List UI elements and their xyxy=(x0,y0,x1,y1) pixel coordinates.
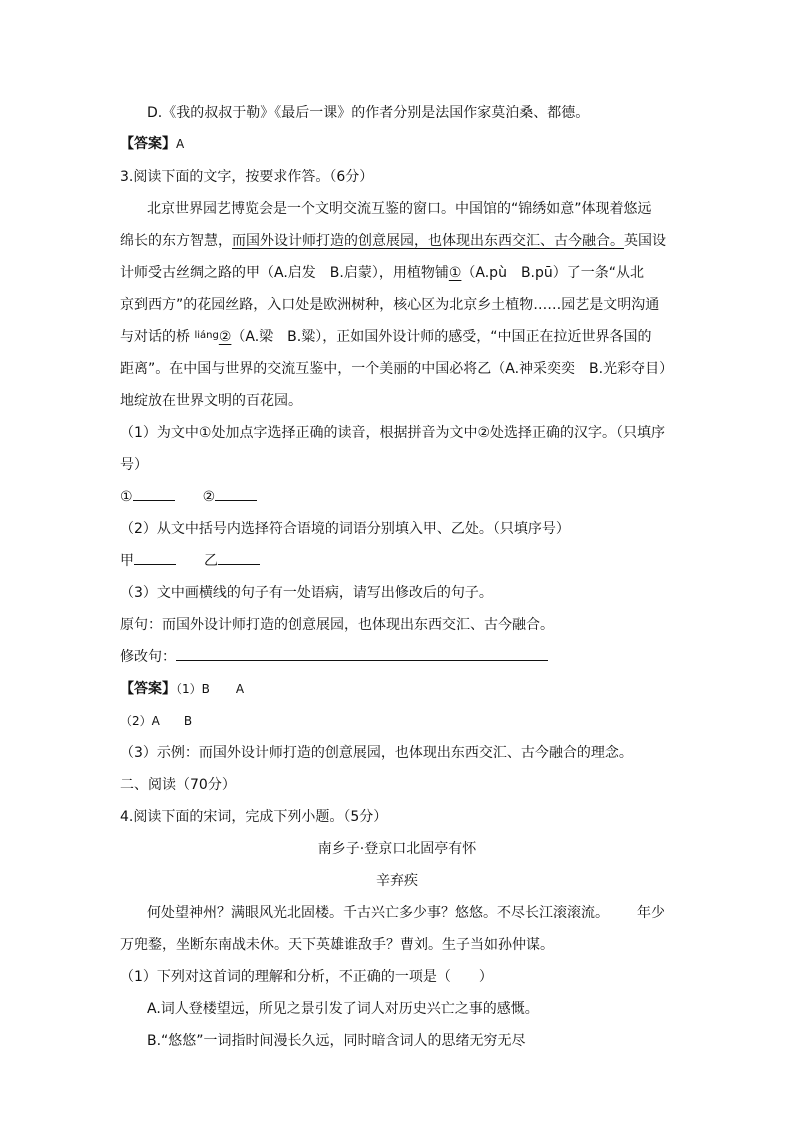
underlined-sentence: 而国外设计师打造的创意展园，也体现出东西交汇、古今融合。 xyxy=(232,233,624,249)
poem-text: 年少 xyxy=(637,905,665,921)
poem-author: 辛弃疾 xyxy=(376,873,418,889)
sub-question-2: （2）从文中括号内选择符合语境的词语分别填入甲、乙处。（只填序号） xyxy=(120,521,570,537)
answer-value: （1）B xyxy=(176,682,210,696)
passage-text: B.启蒙），用植物铺 xyxy=(329,265,449,281)
answer-value: （2）A xyxy=(120,714,160,728)
answer-1 xyxy=(120,135,184,153)
answer-blanks-1 xyxy=(120,488,257,506)
answer-value: A xyxy=(235,682,245,696)
revised-label: 修改句： xyxy=(120,649,176,665)
blank-line xyxy=(133,488,175,501)
passage-text: B.粱），正如国外设计师的感受，“中国正在拉近世界各国的 xyxy=(287,329,652,345)
answer-blanks-2 xyxy=(120,552,260,570)
answer-label: 【答案】 xyxy=(120,681,176,697)
option-b: B.“悠悠”一词指时间漫长久远，同时暗含词人的思绪无穷无尽 xyxy=(147,1033,526,1049)
revised-sentence xyxy=(120,648,548,666)
passage-text: 绵长的东方智慧， xyxy=(120,233,232,249)
blank-label: 乙 xyxy=(204,553,218,569)
poem-line-2: 万兜鍪，坐断东南战未休。天下英雄谁敌手？曹刘。生子当如孙仲谋。 xyxy=(120,937,554,953)
answer-2 xyxy=(120,680,244,698)
blank-label: 甲 xyxy=(120,553,134,569)
blank-mark-2: ② xyxy=(218,329,232,345)
passage-text: 与对话的桥 xyxy=(120,329,195,345)
original-sentence: 原句：而国外设计师打造的创意展园，也体现出东西交汇、古今融合。 xyxy=(120,617,554,633)
poem-text: 何处望神州？满眼风光北固楼。千古兴亡多少事？悠悠。不尽长江滚滚流。 xyxy=(147,905,609,921)
passage-line-2 xyxy=(120,232,666,250)
question-4-sub-1: （1）下列对这首词的理解和分析，不正确的一项是（ ） xyxy=(120,969,493,985)
revised-blank-line xyxy=(176,648,548,661)
passage-line-5 xyxy=(120,328,651,348)
blank-line xyxy=(134,552,176,565)
section-heading: 二、阅读（70分） xyxy=(120,777,236,793)
blank-label: ② xyxy=(202,489,216,505)
passage-line-3 xyxy=(120,264,644,282)
passage-text: B.pū）了一条“从北 xyxy=(520,265,645,281)
passage-text: 英国设 xyxy=(624,233,666,249)
sub-question-3: （3）文中画横线的句子有一处语病，请写出修改后的句子。 xyxy=(120,585,493,601)
answer-value: B xyxy=(183,714,193,728)
pinyin: liáng xyxy=(194,330,219,341)
option-d: D.《我的叔叔于勒》《最后一课》的作者分别是法国作家莫泊桑、都德。 xyxy=(147,105,590,121)
sub-question-1: （1）为文中①处加点字选择正确的读音，根据拼音为文中②处选择正确的汉字。（只填序 xyxy=(120,425,666,441)
passage-text: （A.梁 xyxy=(231,329,274,345)
sub-question-1-cont: 号） xyxy=(120,457,148,473)
passage-line-7: 地绽放在世界文明的百花园。 xyxy=(120,393,302,409)
blank-line xyxy=(215,488,257,501)
blank-mark-1: ① xyxy=(448,265,462,281)
answer-2-line-3: （3）示例：而国外设计师打造的创意展园，也体现出东西交汇、古今融合的理念。 xyxy=(120,745,633,761)
poem-title: 南乡子·登京口北固亭有怀 xyxy=(317,841,477,857)
answer-value: A xyxy=(176,137,185,151)
poem-line-1 xyxy=(147,904,665,922)
passage-text: （A.pù xyxy=(461,265,507,281)
blank-line xyxy=(218,552,260,565)
passage-text: 距离”。在中国与世界的交流互鉴中，一个美丽的中国必将乙（A.神采奕奕 xyxy=(120,361,576,377)
answer-2-line-2 xyxy=(120,712,192,730)
question-4-title: 4.阅读下面的宋词，完成下列小题。（5分） xyxy=(120,809,388,825)
answer-label: 【答案】 xyxy=(120,136,176,152)
passage-line-4: 京到西方”的花园丝路，入口处是欧洲树种，核心区为北京乡土植物……园艺是文明沟通 xyxy=(120,297,660,313)
option-a: A.词人登楼望远，所见之景引发了词人对历史兴亡之事的感慨。 xyxy=(147,1001,539,1017)
question-3-title: 3.阅读下面的文字，按要求作答。（6分） xyxy=(120,169,374,185)
passage-text: B.光彩夺目） xyxy=(589,361,674,377)
passage-line-1: 北京世界园艺博览会是一个文明交流互鉴的窗口。中国馆的“锦绣如意”体现着悠远 xyxy=(147,201,652,217)
passage-line-6 xyxy=(120,360,673,378)
passage-text: 计师受古丝绸之路的甲（A.启发 xyxy=(120,265,316,281)
blank-label: ① xyxy=(120,489,133,505)
